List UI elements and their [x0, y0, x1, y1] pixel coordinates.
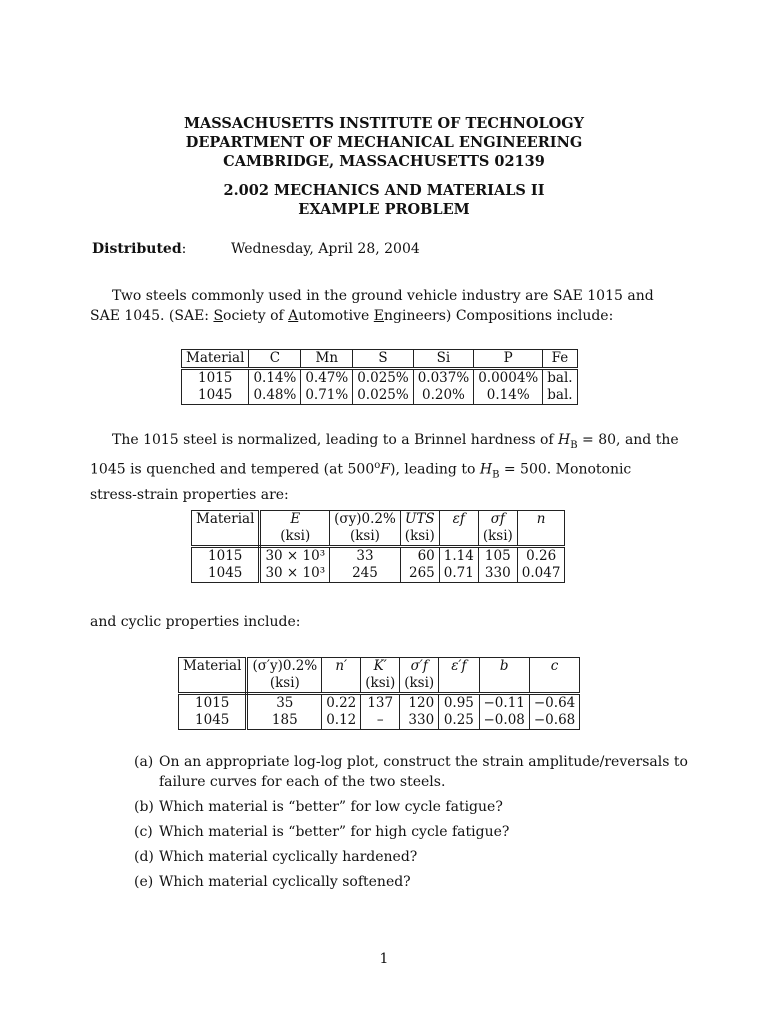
question-text: Which material is “better” for low cycle fatigue? — [159, 799, 503, 815]
table-cell: bal. — [543, 387, 577, 405]
table-row — [192, 547, 565, 566]
header-cell: Fe — [543, 350, 577, 369]
table-cell: −0.68 — [529, 712, 579, 730]
table-cell: 0.025% — [353, 369, 413, 388]
cyclic-intro-text: and cyclic properties include: — [90, 614, 301, 630]
header-cell: S — [353, 350, 413, 369]
question-letter: (b) — [134, 799, 154, 815]
course-title: 2.002 MECHANICS AND MATERIALS II — [223, 182, 545, 199]
header-cell: Material — [192, 511, 260, 529]
header-cell: Si — [413, 350, 473, 369]
table-cell: 0.48% — [249, 387, 301, 405]
treatment-paragraph: The 1015 steel is normalized, leading to a Brinnel hardness of $H_B = 80$, and the 1045 is quenched and tempered (at 500$^o$F), leading to $H_B = 500$. Monotonic stress-strain properties are: — [90, 432, 679, 504]
table-cell: 265 — [400, 565, 439, 583]
table-cell: 0.71% — [301, 387, 353, 405]
table-cell: 185 — [247, 712, 322, 730]
table-header-row — [182, 350, 578, 369]
question-letter: (a) — [134, 754, 154, 770]
table-units-row — [192, 528, 565, 547]
table-cell: 0.0004% — [474, 369, 543, 388]
header-cell: UTS — [404, 511, 435, 527]
header-cell: E — [290, 511, 301, 527]
table-cell: 245 — [330, 565, 401, 583]
document-type: EXAMPLE PROBLEM — [298, 201, 470, 218]
header-cell: n — [536, 511, 546, 527]
header-cell: εf — [452, 511, 465, 527]
header-cell: K′ — [373, 658, 387, 674]
list-item — [134, 752, 694, 792]
list-item — [134, 822, 694, 842]
table-cell: 0.20% — [413, 387, 473, 405]
unit-cell — [439, 528, 478, 547]
table-header-row — [179, 658, 580, 676]
table-cell: 105 — [478, 547, 517, 566]
header-cell: σf — [490, 511, 505, 527]
table-cell: 60 — [400, 547, 439, 566]
table-cell: 0.14% — [249, 369, 301, 388]
cyclic-properties-table — [178, 657, 580, 730]
table-cell: 1045 — [182, 387, 249, 405]
department-name: DEPARTMENT OF MECHANICAL ENGINEERING — [185, 134, 583, 151]
unit-cell — [179, 675, 247, 694]
unit-cell — [479, 675, 529, 694]
unit-cell — [517, 528, 565, 547]
table-units-row — [179, 675, 580, 694]
header-cell: P — [474, 350, 543, 369]
header-cell: n′ — [335, 658, 348, 674]
distributed-line: Distributed: Wednesday, April 28, 2004 — [92, 241, 420, 257]
table-cell: 30 × 10³ — [260, 547, 330, 566]
table-cell: 0.12 — [322, 712, 361, 730]
unit-cell: (ksi) — [361, 675, 400, 694]
table-cell: 0.025% — [353, 387, 413, 405]
table-cell: 1045 — [179, 712, 247, 730]
unit-cell: (ksi) — [400, 528, 439, 547]
table-cell: 33 — [330, 547, 401, 566]
table-cell: 137 — [361, 694, 400, 713]
table-cell: 0.71 — [439, 565, 478, 583]
unit-cell: (ksi) — [260, 528, 330, 547]
table-cell: 0.47% — [301, 369, 353, 388]
table-cell: bal. — [543, 369, 577, 388]
table-cell: −0.11 — [479, 694, 529, 713]
monotonic-properties-table — [191, 510, 565, 583]
list-item — [134, 872, 694, 892]
table-cell: 330 — [478, 565, 517, 583]
unit-cell: (ksi) — [478, 528, 517, 547]
table-cell: 120 — [400, 694, 439, 713]
unit-cell — [529, 675, 579, 694]
table-cell: 1015 — [192, 547, 260, 566]
header-cell: (σ′y)0.2% — [247, 658, 322, 676]
table-row — [179, 694, 580, 713]
list-item — [134, 847, 694, 867]
header-cell: (σy)0.2% — [330, 511, 401, 529]
table-cell: 30 × 10³ — [260, 565, 330, 583]
table-row — [179, 712, 580, 730]
institution-address: CAMBRIDGE, MASSACHUSETTS 02139 — [223, 153, 545, 170]
question-list — [134, 752, 694, 897]
document-header — [0, 114, 768, 219]
question-letter: (e) — [134, 874, 154, 890]
table-cell: 1045 — [192, 565, 260, 583]
table-cell: 0.95 — [439, 694, 479, 713]
page-number: 1 — [379, 951, 389, 967]
composition-table — [181, 349, 578, 405]
header-cell: σ′f — [410, 658, 428, 674]
header-cell: Material — [179, 658, 247, 676]
table-cell: 0.14% — [474, 387, 543, 405]
distributed-date: Wednesday, April 28, 2004 — [231, 241, 420, 257]
question-text: Which material cyclically softened? — [159, 874, 411, 890]
header-cell: ε′f — [451, 658, 467, 674]
table-cell: 0.037% — [413, 369, 473, 388]
intro-paragraph: Two steels commonly used in the ground vehicle industry are SAE 1015 and SAE 1045. (SAE: Society of Automotive Engineers) Compositions include: — [90, 288, 654, 324]
table-row — [182, 369, 578, 388]
table-cell: 0.25 — [439, 712, 479, 730]
list-item — [134, 797, 694, 817]
unit-cell: (ksi) — [330, 528, 401, 547]
table-cell: 0.26 — [517, 547, 565, 566]
header-cell: C — [249, 350, 301, 369]
question-text: Which material cyclically hardened? — [159, 849, 418, 865]
table-cell: 35 — [247, 694, 322, 713]
question-letter: (c) — [134, 824, 153, 840]
table-cell: 1015 — [179, 694, 247, 713]
question-letter: (d) — [134, 849, 154, 865]
institution-name: MASSACHUSETTS INSTITUTE OF TECHNOLOGY — [183, 115, 585, 132]
header-cell: Material — [182, 350, 249, 369]
unit-cell: (ksi) — [247, 675, 322, 694]
table-row — [182, 387, 578, 405]
table-cell: 0.047 — [517, 565, 565, 583]
table-cell: 330 — [400, 712, 439, 730]
table-cell: – — [361, 712, 400, 730]
table-cell: −0.64 — [529, 694, 579, 713]
header-cell: b — [499, 658, 509, 674]
table-cell: 0.22 — [322, 694, 361, 713]
table-header-row — [192, 511, 565, 529]
question-text: Which material is “better” for high cycle fatigue? — [159, 824, 510, 840]
question-text: On an appropriate log-log plot, construct the strain amplitude/reversals to failure curves for each of the two steels. — [159, 754, 688, 790]
header-cell: c — [550, 658, 559, 674]
table-cell: −0.08 — [479, 712, 529, 730]
table-cell: 1.14 — [439, 547, 478, 566]
unit-cell — [322, 675, 361, 694]
unit-cell — [192, 528, 260, 547]
unit-cell — [439, 675, 479, 694]
header-cell: Mn — [301, 350, 353, 369]
unit-cell: (ksi) — [400, 675, 439, 694]
table-row — [192, 565, 565, 583]
table-cell: 1015 — [182, 369, 249, 388]
distributed-label: Distributed — [92, 241, 182, 257]
